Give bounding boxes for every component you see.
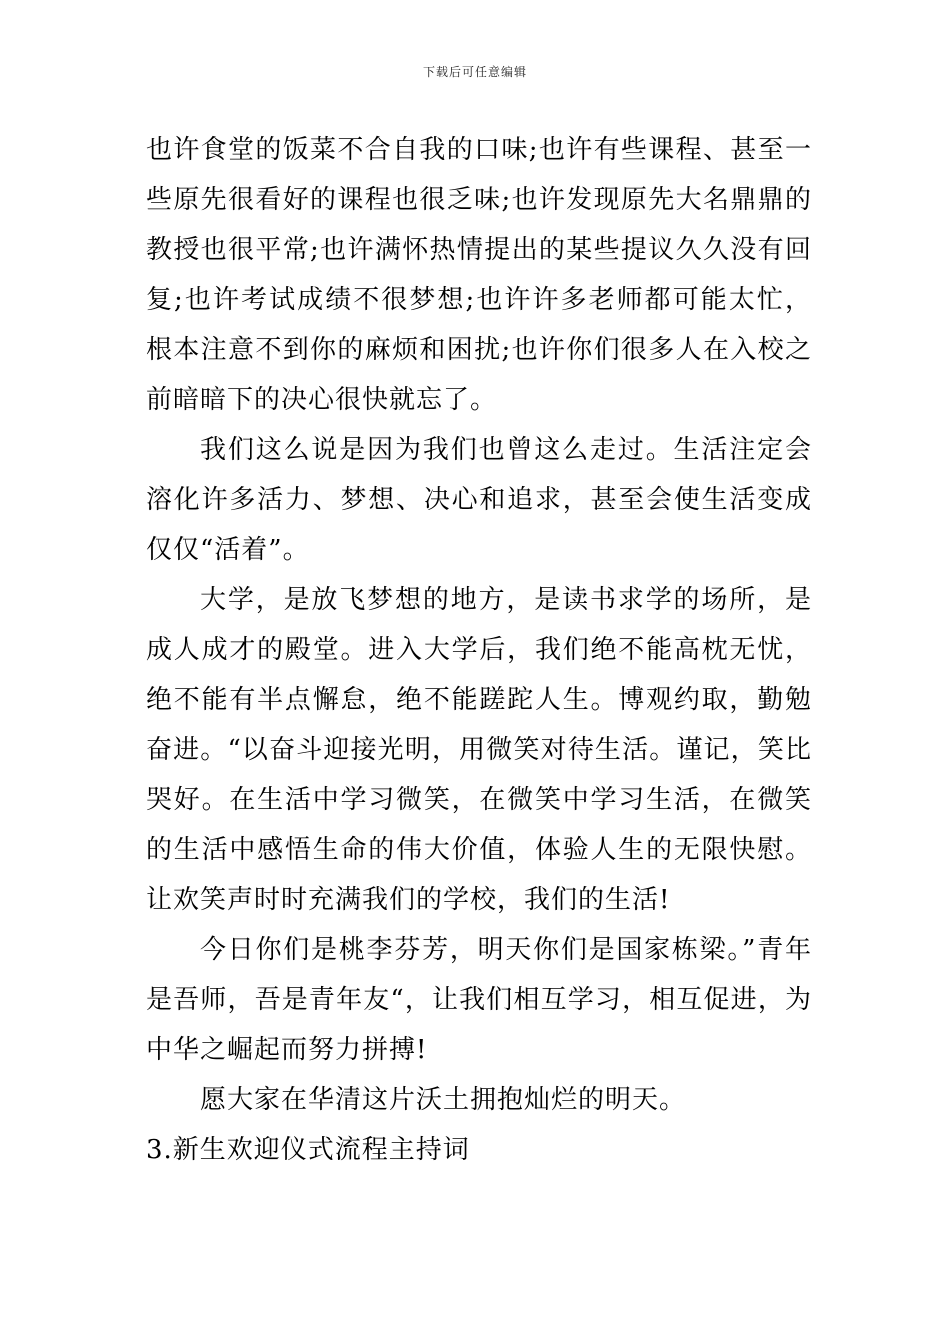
paragraph-1: 也许食堂的饭菜不合自我的口味;也许有些课程、甚至一些原先很看好的课程也很乏味;也许发现原先大名鼎鼎的教授也很平常;也许满怀热情提出的某些提议久久没有回复;也许考试成绩不很梦想;也许许多老师都可能太忙，根本注意不到你的麻烦和困扰;也许你们很多人在入校之前暗暗下的决心很快就忘了。 <box>146 135 812 415</box>
section-heading: 3.新生欢迎仪式流程主持词 <box>146 1135 470 1165</box>
page-header: 下载后可任意编辑 <box>422 65 527 79</box>
paragraph-5: 愿大家在华清这片沃土拥抱灿烂的明天。 <box>200 1085 687 1115</box>
paragraph-3: 大学，是放飞梦想的地方，是读书求学的场所，是成人成才的殿堂。进入大学后，我们绝不能高枕无忧，绝不能有半点懈怠，绝不能蹉跎人生。博观约取，勤勉奋进。“以奋斗迎接光明，用微笑对待生活。谨记，笑比哭好。在生活中学习微笑，在微笑中学习生活，在微笑的生活中感悟生命的伟大价值，体验人生的无限快慰。让欢笑声时时充满我们的学校，我们的生活! <box>146 585 812 915</box>
paragraph-2: 我们这么说是因为我们也曾这么走过。生活注定会溶化许多活力、梦想、决心和追求，甚至会使生活变成仅仅“活着”。 <box>146 435 812 565</box>
document-body <box>146 125 812 1175</box>
paragraph-4: 今日你们是桃李芬芳，明天你们是国家栋梁。”青年是吾师，吾是青年友“，让我们相互学习，相互促进，为中华之崛起而努力拼搏! <box>146 935 812 1065</box>
